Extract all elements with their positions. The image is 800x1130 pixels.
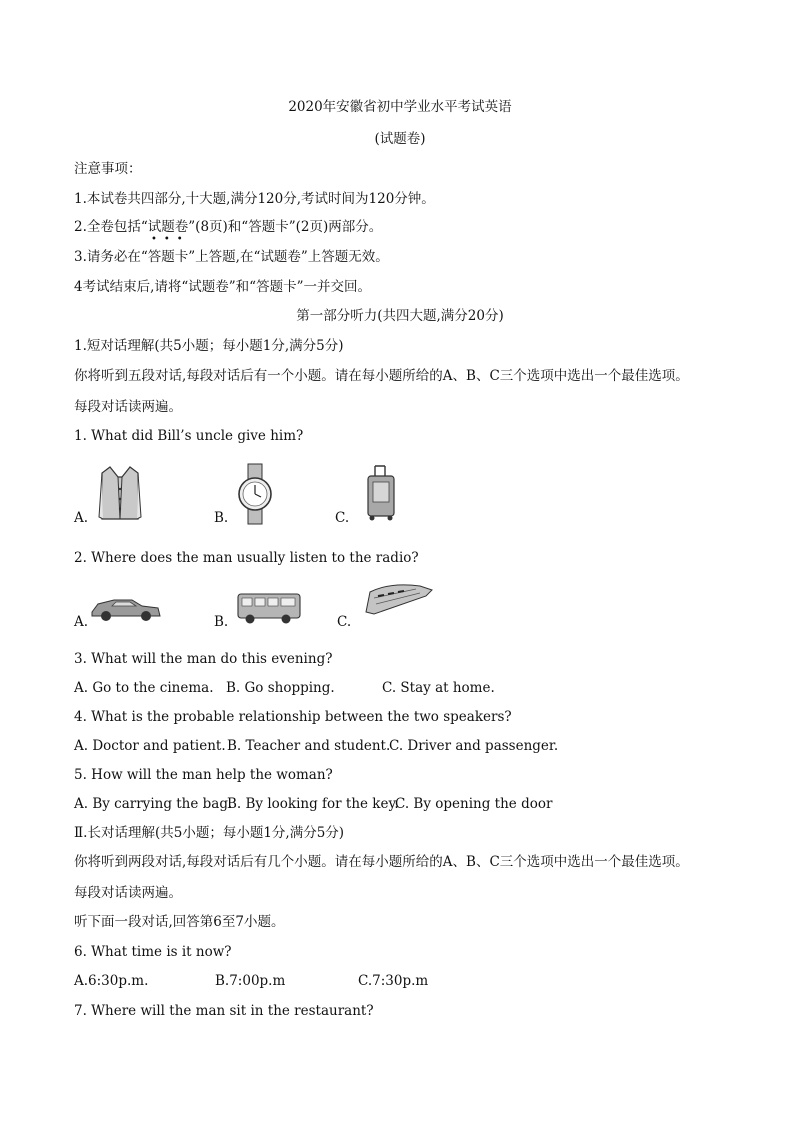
- q4-option-b: B. Teacher and student.: [227, 738, 391, 754]
- question-7: 7. Where will the man sit in the restaurant?: [74, 1003, 374, 1019]
- q5-option-c: C. By opening the door: [395, 796, 553, 812]
- q4-option-c: C. Driver and passenger.: [389, 738, 559, 754]
- notice-item-3: 3.请务必在“答题卡”上答题,在“试题卷”上答题无效。: [74, 249, 389, 265]
- q2-option-c: C.: [337, 614, 352, 630]
- q6-option-b: B.7:00p.m: [215, 973, 286, 989]
- section1-heading: 1.短对话理解(共5小题；每小题1分,满分5分): [74, 338, 344, 354]
- q5-option-a: A. By carrying the bag.: [74, 796, 233, 812]
- suitcase-icon: [360, 464, 400, 526]
- notice-item-1: 1.本试卷共四部分,十大题,满分120分,考试时间为120分钟。: [74, 191, 435, 207]
- question-4: 4. What is the probable relationship between the two speakers?: [74, 709, 512, 725]
- question-6: 6. What time is it now?: [74, 944, 232, 960]
- section1-read-twice: 每段对话读两遍。: [74, 399, 182, 415]
- notice-item-2: 2.全卷包括“试题卷”(8页)和“答题卡”(2页)两部分。: [74, 219, 383, 235]
- q3-option-c: C. Stay at home.: [382, 680, 495, 696]
- question-2: 2. Where does the man usually listen to the radio?: [74, 550, 419, 566]
- q3-option-b: B. Go shopping.: [226, 680, 335, 696]
- section2-read-twice: 每段对话读两遍。: [74, 885, 182, 901]
- section2-heading: Ⅱ.长对话理解(共5小题；每小题1分,满分5分): [74, 825, 345, 841]
- q3-option-a: A. Go to the cinema.: [74, 680, 214, 696]
- emphasis-dots: •••: [151, 234, 190, 245]
- q2-option-a: A.: [74, 614, 89, 630]
- q6-option-c: C.7:30p.m: [358, 973, 429, 989]
- question-3: 3. What will the man do this evening?: [74, 651, 333, 667]
- question-5: 5. How will the man help the woman?: [74, 767, 333, 783]
- question-1: 1. What did Bill’s uncle give him?: [74, 428, 304, 444]
- q1-option-b: B.: [214, 510, 229, 526]
- train-icon: [360, 578, 434, 622]
- section2-instructions: 你将听到两段对话,每段对话后有几个小题。请在每小题所给的A、B、C三个选项中选出一个最佳选项。: [74, 854, 689, 870]
- q1-option-c: C.: [335, 510, 350, 526]
- car-icon: [88, 590, 162, 628]
- part1-heading: 第一部分听力(共四大题,满分20分): [296, 308, 504, 324]
- q1-option-a: A.: [74, 510, 89, 526]
- q6-option-a: A.6:30p.m.: [74, 973, 149, 989]
- q2-option-b: B.: [214, 614, 229, 630]
- exam-subtitle: (试题卷): [374, 131, 426, 147]
- notice-heading: 注意事项：: [74, 161, 142, 177]
- section2-listen-note: 听下面一段对话,回答第6至7小题。: [74, 914, 285, 930]
- q4-option-a: A. Doctor and patient.: [74, 738, 226, 754]
- bus-icon: [234, 590, 304, 630]
- notice-item-4: 4考试结束后,请将“试题卷”和“答题卡”一并交回。: [74, 279, 371, 295]
- vest-icon: [98, 463, 142, 527]
- q5-option-b: B. By looking for the key.: [227, 796, 399, 812]
- exam-title: 2020年安徽省初中学业水平考试英语: [288, 99, 512, 115]
- section1-instructions: 你将听到五段对话,每段对话后有一个小题。请在每小题所给的A、B、C三个选项中选出一个最佳选项。: [74, 368, 689, 384]
- watch-icon: [236, 462, 274, 530]
